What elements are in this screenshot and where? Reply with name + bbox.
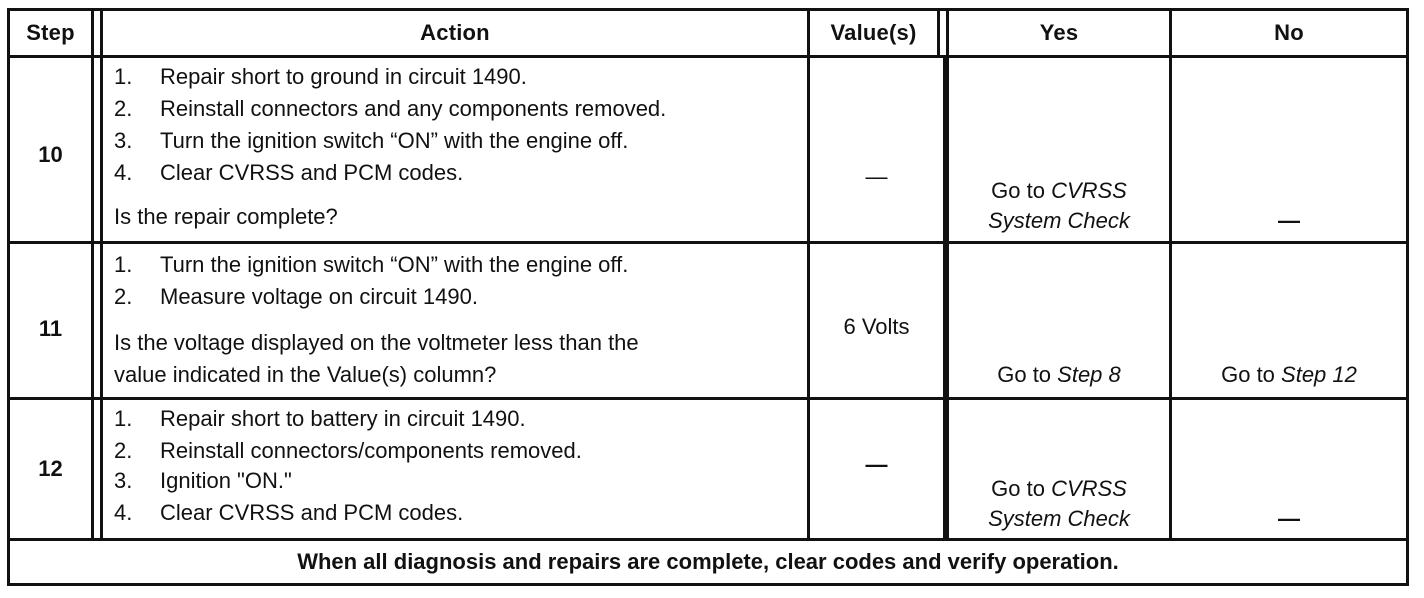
header-yes-cell-main	[946, 11, 1172, 55]
action-item: 2. Measure voltage on circuit 1490.	[114, 284, 478, 309]
value-cell	[810, 58, 946, 241]
footer-note: When all diagnosis and repairs are complete, clear codes and verify operation.	[297, 549, 1119, 574]
action-cell	[94, 244, 810, 397]
value-cell	[810, 244, 946, 397]
step-number: 10	[38, 142, 63, 167]
action-item: 1. Repair short to battery in circuit 1490.	[114, 406, 526, 431]
action-cell	[94, 58, 810, 241]
action-item: 3. Turn the ignition switch “ON” with the engine off.	[114, 128, 629, 153]
diagnostic-table	[7, 8, 1409, 586]
action-item: 1. Turn the ignition switch “ON” with the engine off.	[114, 252, 629, 277]
step-number: 11	[38, 316, 63, 341]
action-item: 4. Clear CVRSS and PCM codes.	[114, 500, 464, 525]
header-action-cell-main	[100, 11, 810, 55]
action-question: Is the repair complete?	[114, 204, 338, 229]
no-text: —	[1278, 506, 1300, 531]
value-cell	[810, 400, 946, 538]
step-cell	[10, 58, 94, 241]
table-footer-row	[10, 541, 1406, 583]
no-cell	[1172, 400, 1406, 538]
action-item: 2. Reinstall connectors and any components removed.	[114, 96, 667, 121]
action-item: 1. Repair short to ground in circuit 1490.	[114, 64, 527, 89]
table-row-step-11	[10, 244, 1406, 400]
yes-text: Go to Step 8	[997, 362, 1121, 387]
table-row-step-12	[10, 400, 1406, 541]
value-text: 6 Volts	[843, 314, 910, 339]
table-header-row	[10, 11, 1406, 58]
header-no-cell	[1172, 11, 1406, 55]
table-row-step-10	[10, 58, 1406, 244]
action-item: 2. Reinstall connectors/components removed.	[114, 438, 582, 463]
header-action: Action	[420, 20, 490, 45]
no-text: Go to Step 12	[1221, 362, 1357, 387]
value-text: —	[865, 452, 888, 477]
yes-text: Go to CVRSS System Check	[988, 178, 1130, 233]
step-cell	[10, 244, 94, 397]
no-cell	[1172, 58, 1406, 241]
value-text: —	[865, 164, 888, 189]
action-cell	[94, 400, 810, 538]
yes-text: Go to CVRSS System Check	[988, 476, 1130, 531]
header-yes: Yes	[1039, 20, 1079, 45]
no-cell	[1172, 244, 1406, 397]
yes-cell	[946, 400, 1172, 538]
header-values-cell	[810, 11, 940, 55]
header-step-cell	[10, 11, 94, 55]
action-question: Is the voltage displayed on the voltmeter less than the	[114, 330, 639, 355]
step-number: 12	[38, 456, 63, 481]
action-item: 3. Ignition "ON."	[114, 468, 292, 493]
header-values: Value(s)	[830, 20, 917, 45]
header-no: No	[1274, 20, 1304, 45]
yes-cell	[946, 244, 1172, 397]
yes-cell	[946, 58, 1172, 241]
action-question: value indicated in the Value(s) column?	[114, 362, 497, 387]
action-item: 4. Clear CVRSS and PCM codes.	[114, 160, 464, 185]
header-step: Step	[26, 20, 75, 45]
step-cell	[10, 400, 94, 538]
no-text: —	[1278, 208, 1300, 233]
